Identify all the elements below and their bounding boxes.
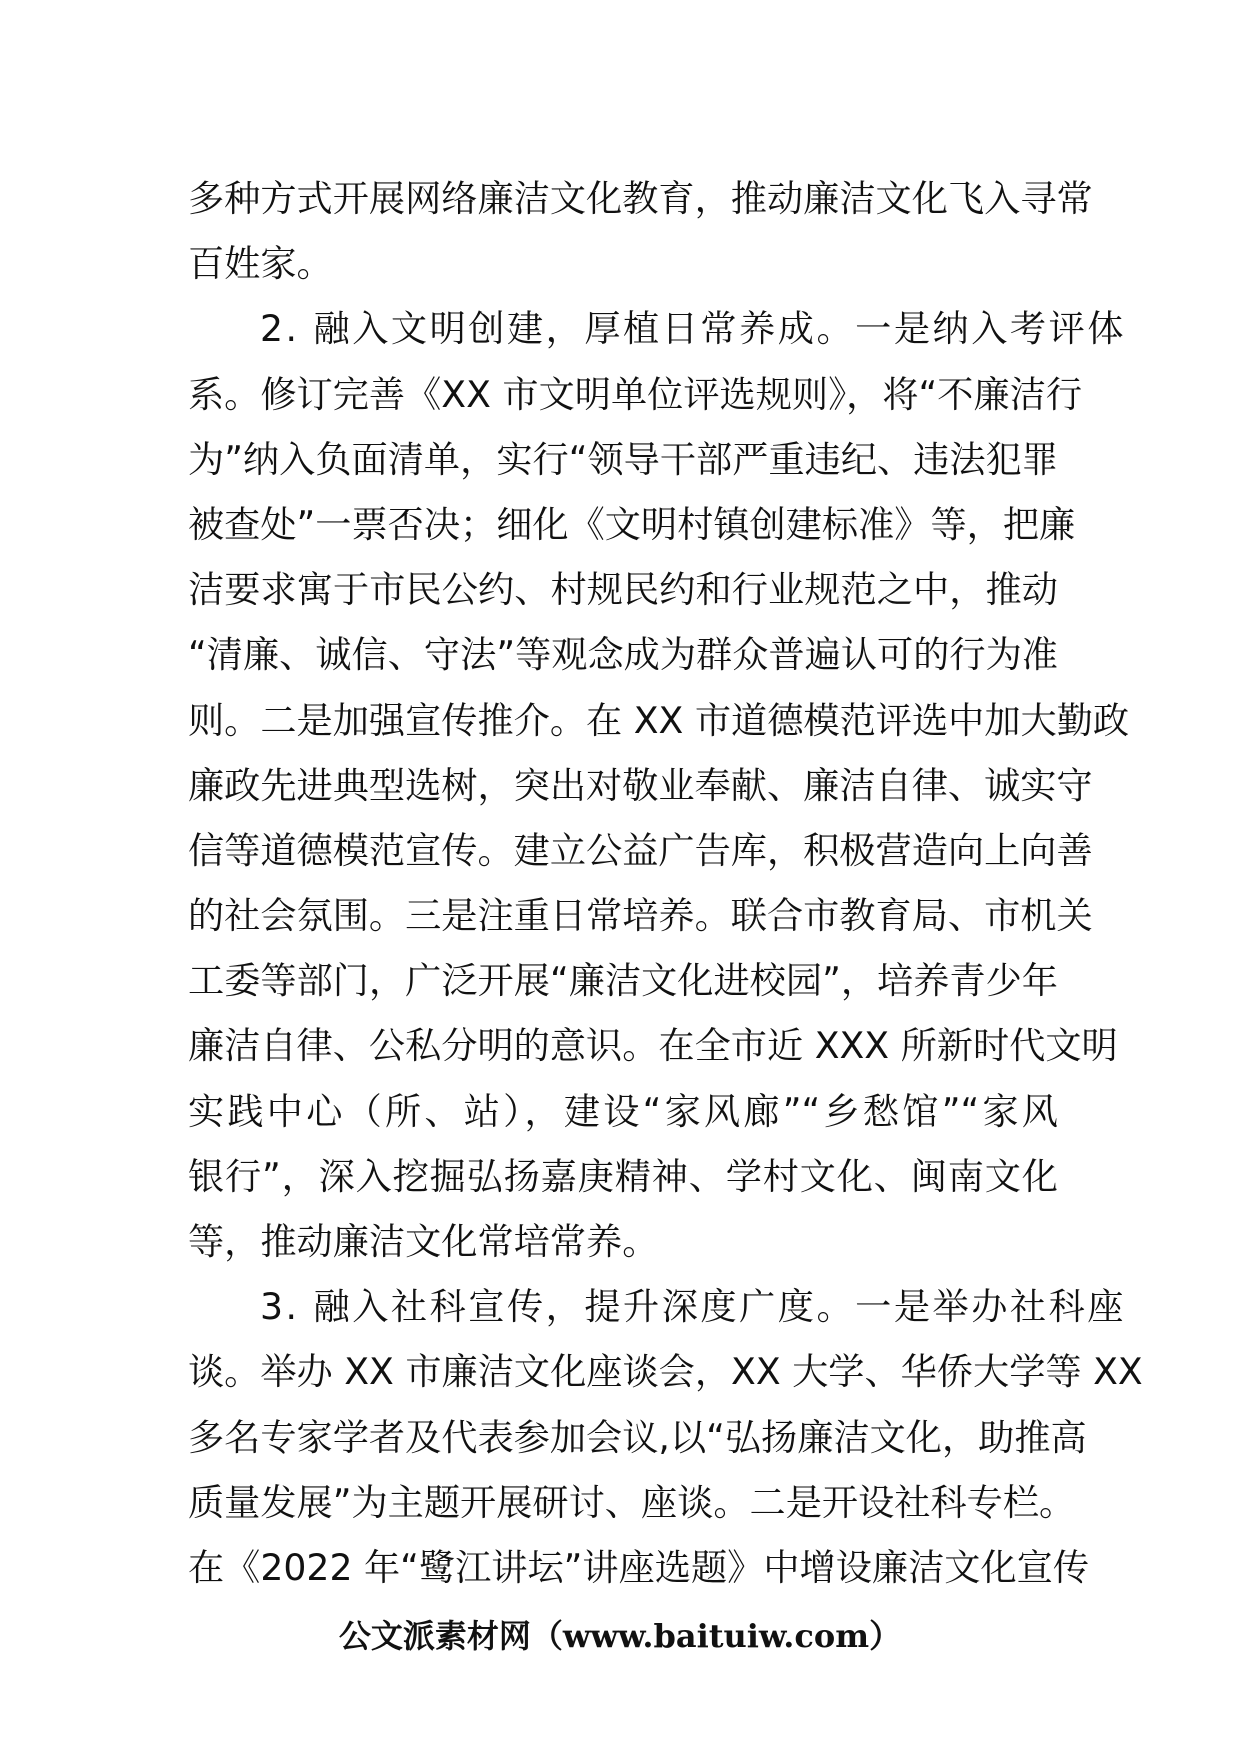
text-line: 质量发展”为主题开展研讨、座谈。二是开设社科专栏。 bbox=[188, 1480, 1076, 1524]
text-line: 在《2022 年“鹭江讲坛”讲座选题》中增设廉洁文化宣传 bbox=[188, 1545, 1090, 1589]
section-heading-line: 2. 融入文明创建，厚植日常养成。一是纳入考评体 bbox=[260, 307, 1126, 351]
text-line: 谈。举办 XX 市廉洁文化座谈会，XX 大学、华侨大学等 XX bbox=[188, 1350, 1143, 1394]
section-heading-line: 3. 融入社科宣传，提升深度广度。一是举办社科座 bbox=[260, 1285, 1126, 1329]
text-line: 多种方式开展网络廉洁文化教育，推动廉洁文化飞入寻常 bbox=[188, 177, 1093, 220]
text-line: 多名专家学者及代表参加会议,以“弘扬廉洁文化，助推高 bbox=[188, 1415, 1087, 1459]
text-line: 为”纳入负面清单，实行“领导干部严重违纪、违法犯罪 bbox=[188, 437, 1058, 481]
text-line: “清廉、诚信、守法”等观念成为群众普遍认可的行为准 bbox=[188, 633, 1058, 677]
text-line: 银行”，深入挖掘弘扬嘉庚精神、学村文化、闽南文化 bbox=[188, 1154, 1058, 1198]
body-text bbox=[188, 166, 1143, 1600]
text-line: 信等道德模范宣传。建立公益广告库，积极营造向上向善 bbox=[188, 828, 1093, 872]
text-line: 百姓家。 bbox=[188, 242, 333, 286]
text-line: 工委等部门，广泛开展“廉洁文化进校园”，培养青少年 bbox=[188, 959, 1058, 1003]
text-line: 的社会氛围。三是注重日常培养。联合市教育局、市机关 bbox=[188, 894, 1093, 938]
footer-watermark: 公文派素材网（www.baituiw.com） bbox=[338, 1617, 902, 1655]
text-line: 洁要求寓于市民公约、村规民约和行业规范之中，推动 bbox=[188, 568, 1058, 612]
text-line: 则。二是加强宣传推介。在 XX 市道德模范评选中加大勤政 bbox=[188, 698, 1130, 742]
text-line: 等，推动廉洁文化常培常养。 bbox=[188, 1220, 659, 1263]
text-line: 廉洁自律、公私分明的意识。在全市近 XXX 所新时代文明 bbox=[188, 1024, 1118, 1068]
text-line: 实践中心（所、站），建设“家风廊”“乡愁馆”“家风 bbox=[188, 1089, 1058, 1133]
text-line: 被查处”一票否决；细化《文明村镇创建标准》等，把廉 bbox=[188, 502, 1076, 546]
text-line: 廉政先进典型选树，突出对敬业奉献、廉洁自律、诚实守 bbox=[188, 763, 1093, 807]
text-line: 系。修订完善《XX 市文明单位评选规则》，将“不廉洁行 bbox=[188, 372, 1083, 416]
